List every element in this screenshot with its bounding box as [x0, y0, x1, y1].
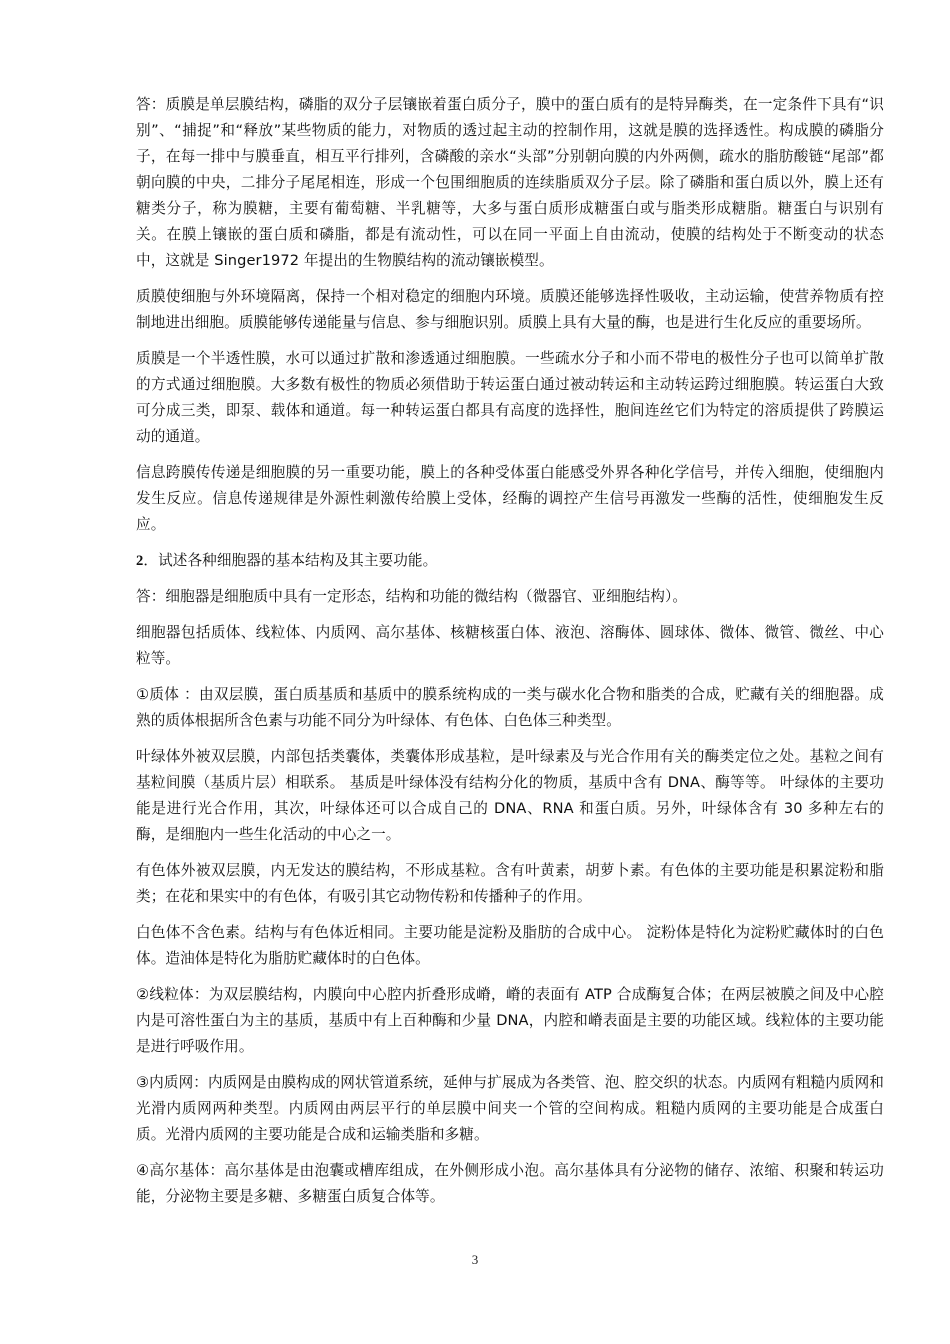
question-heading: [136, 548, 884, 574]
paragraph-membrane-permeability: 质膜是一个半透性膜，水可以通过扩散和渗透通过细胞膜。一些疏水分子和小而不带电的极性分子也可以简单扩散的方式通过细胞膜。大多数有极性的物质必须借助于转运蛋白通过被动转运和主动转运跨过细胞膜。转运蛋白大致可分成三类，即泵、载体和通道。每一种转运蛋白都具有高度的选择性，胞间连丝它们为特定的溶质提供了跨膜运动的通道。: [136, 350, 884, 445]
paragraph-chromoplast: 有色体外被双层膜，内无发达的膜结构，不形成基粒。含有叶黄素，胡萝卜素。有色体的主要功能是积累淀粉和脂类；在花和果实中的有色体，有吸引其它动物传粉和传播种子的作用。: [136, 862, 884, 905]
paragraph-golgi: ④高尔基体：高尔基体是由泡囊或槽库组成，在外侧形成小泡。高尔基体具有分泌物的储存、浓缩、积聚和转运功能，分泌物主要是多糖、多糖蛋白质复合体等。: [136, 1162, 884, 1205]
paragraph-plastid: ①质体 ：由双层膜，蛋白质基质和基质中的膜系统构成的一类与碳水化合物和脂类的合成，贮藏有关的细胞器。成熟的质体根据所含色素与功能不同分为叶绿体、有色体、白色体三种类型。: [136, 686, 884, 729]
page-content: [136, 92, 884, 1220]
page-number: 3: [471, 1252, 479, 1267]
paragraph-membrane-functions: 质膜使细胞与外环境隔离，保持一个相对稳定的细胞内环境。质膜还能够选择性吸收，主动运输，使营养物质有控制地进出细胞。质膜能够传递能量与信息、参与细胞识别。质膜上具有大量的酶，也是进行生化反应的重要场所。: [136, 288, 884, 331]
paragraph-signal-transduction: 信息跨膜传传递是细胞膜的另一重要功能，膜上的各种受体蛋白能感受外界各种化学信号，并传入细胞，使细胞内发生反应。信息传递规律是外源性刺激传给膜上受体，经酶的调控产生信号再激发一些酶的活性，使细胞发生反应。: [136, 464, 884, 533]
paragraph-chloroplast: 叶绿体外被双层膜，内部包括类囊体，类囊体形成基粒，是叶绿素及与光合作用有关的酶类定位之处。基粒之间有基粒间膜（基质片层）相联系。 基质是叶绿体没有结构分化的物质，基质中含有 DNA、酶等等。 叶绿体的主要功能是进行光合作用，其次，叶绿体还可以合成自己的 DNA、RNA 和蛋白质。另外，叶绿体含有 30 多种左右的酶，是细胞内一些生化活动的中心之一。: [136, 748, 884, 843]
paragraph-leucoplast: 白色体不含色素。结构与有色体近相同。主要功能是淀粉及脂肪的合成中心。 淀粉体是特化为淀粉贮藏体时的白色体。造油体是特化为脂肪贮藏体时的白色体。: [136, 924, 884, 967]
question-number: 2: [136, 553, 144, 569]
paragraph-organelle-list: 细胞器包括质体、线粒体、内质网、高尔基体、核糖核蛋白体、液泡、溶酶体、圆球体、微体、微管、微丝、中心粒等。: [136, 624, 884, 667]
paragraph-mitochondria: ②线粒体：为双层膜结构，内膜向中心腔内折叠形成嵴，嵴的表面有 ATP 合成酶复合体；在两层被膜之间及中心腔内是可溶性蛋白为主的基质，基质中有上百种酶和少量 DNA，内腔和嵴表面是主要的功能区域。线粒体的主要功能是进行呼吸作用。: [136, 986, 884, 1055]
paragraph-organelle-definition: 答：细胞器是细胞质中具有一定形态，结构和功能的微结构（微器官、亚细胞结构）。: [136, 588, 688, 605]
question-text: ．试述各种细胞器的基本结构及其主要功能。: [143, 552, 438, 569]
paragraph-endoplasmic-reticulum: ③内质网：内质网是由膜构成的网状管道系统，延伸与扩展成为各类管、泡、腔交织的状态。内质网有粗糙内质网和光滑内质网两种类型。内质网由两层平行的单层膜中间夹一个管的空间构成。粗糙内质网的主要功能是合成蛋白质。光滑内质网的主要功能是合成和运输类脂和多糖。: [136, 1074, 884, 1143]
paragraph-answer-membrane-structure: 答：质膜是单层膜结构，磷脂的双分子层镶嵌着蛋白质分子，膜中的蛋白质有的是特异酶类，在一定条件下具有“识别”、“捕捉”和“释放”某些物质的能力，对物质的透过起主动的控制作用，这就是膜的选择透性。构成膜的磷脂分子，在每一排中与膜垂直，相互平行排列，含磷酸的亲水“头部”分别朝向膜的内外两侧，疏水的脂肪酸链“尾部”都朝向膜的中央，二排分子尾尾相连，形成一个包围细胞质的连续脂质双分子层。除了磷脂和蛋白质以外，膜上还有糖类分子，称为膜糖，主要有葡萄糖、半乳糖等，大多与蛋白质形成糖蛋白或与脂类形成糖脂。糖蛋白与识别有关。在膜上镶嵌的蛋白质和磷脂，都是有流动性，可以在同一平面上自由流动，使膜的结构处于不断变动的状态中，这就是 Singer1972 年提出的生物膜结构的流动镶嵌模型。: [136, 96, 884, 269]
